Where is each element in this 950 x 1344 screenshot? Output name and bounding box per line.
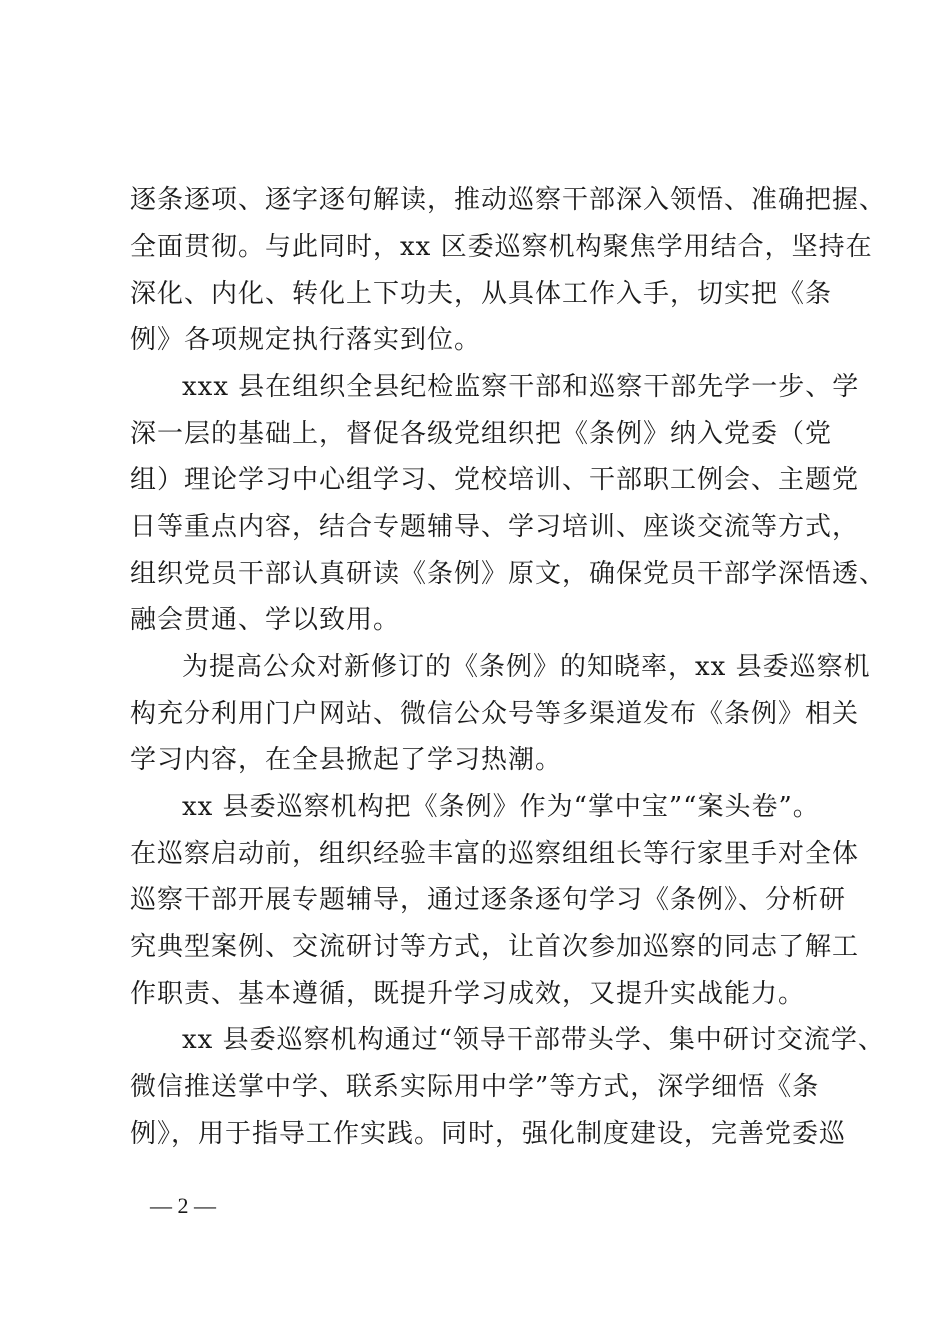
text-line: 究典型案例、交流研讨等方式，让首次参加巡察的同志了解工 xyxy=(130,932,860,962)
paragraph-first-line: xx 县委巡察机构通过“领导干部带头学、集中研讨交流学、 xyxy=(182,1025,885,1055)
text-line: 学习内容，在全县掀起了学习热潮。 xyxy=(130,745,563,775)
text-line: 组织党员干部认真研读《条例》原文，确保党员干部学深悟透、 xyxy=(130,559,887,589)
text-line: 融会贯通、学以致用。 xyxy=(130,605,401,635)
text-line: 在巡察启动前，组织经验丰富的巡察组组长等行家里手对全体 xyxy=(130,839,860,869)
text-line: 巡察干部开展专题辅导，通过逐条逐句学习《条例》、分析研 xyxy=(130,885,847,915)
page-number: — 2 — xyxy=(150,1193,216,1218)
text-line: 微信推送掌中学、联系实际用中学”等方式，深学细悟《条 xyxy=(130,1072,820,1102)
paragraph-first-line: 为提高公众对新修订的《条例》的知晓率，xx 县委巡察机 xyxy=(182,652,871,682)
text-line: 作职责、基本遵循，既提升学习成效，又提升实战能力。 xyxy=(130,979,806,1009)
text-line: 例》，用于指导工作实践。同时，强化制度建设，完善党委巡 xyxy=(130,1119,847,1149)
text-line: 全面贯彻。与此同时，xx 区委巡察机构聚焦学用结合，坚持在 xyxy=(130,232,873,262)
text-line: 日等重点内容，结合专题辅导、学习培训、座谈交流等方式， xyxy=(130,512,860,542)
paragraph-first-line: xx 县委巡察机构把《条例》作为“掌中宝”“案头卷”。 xyxy=(182,792,820,822)
text-line: 例》各项规定执行落实到位。 xyxy=(130,325,482,355)
text-line: 深化、内化、转化上下功夫，从具体工作入手，切实把《条 xyxy=(130,279,833,309)
text-line: 构充分利用门户网站、微信公众号等多渠道发布《条例》相关 xyxy=(130,699,860,729)
text-line: 深一层的基础上，督促各级党组织把《条例》纳入党委（党 xyxy=(130,419,833,449)
paragraph-first-line: xxx 县在组织全县纪检监察干部和巡察干部先学一步、学 xyxy=(182,372,860,402)
text-line: 组）理论学习中心组学习、党校培训、干部职工例会、主题党 xyxy=(130,465,860,495)
text-line: 逐条逐项、逐字逐句解读，推动巡察干部深入领悟、准确把握、 xyxy=(130,185,887,215)
